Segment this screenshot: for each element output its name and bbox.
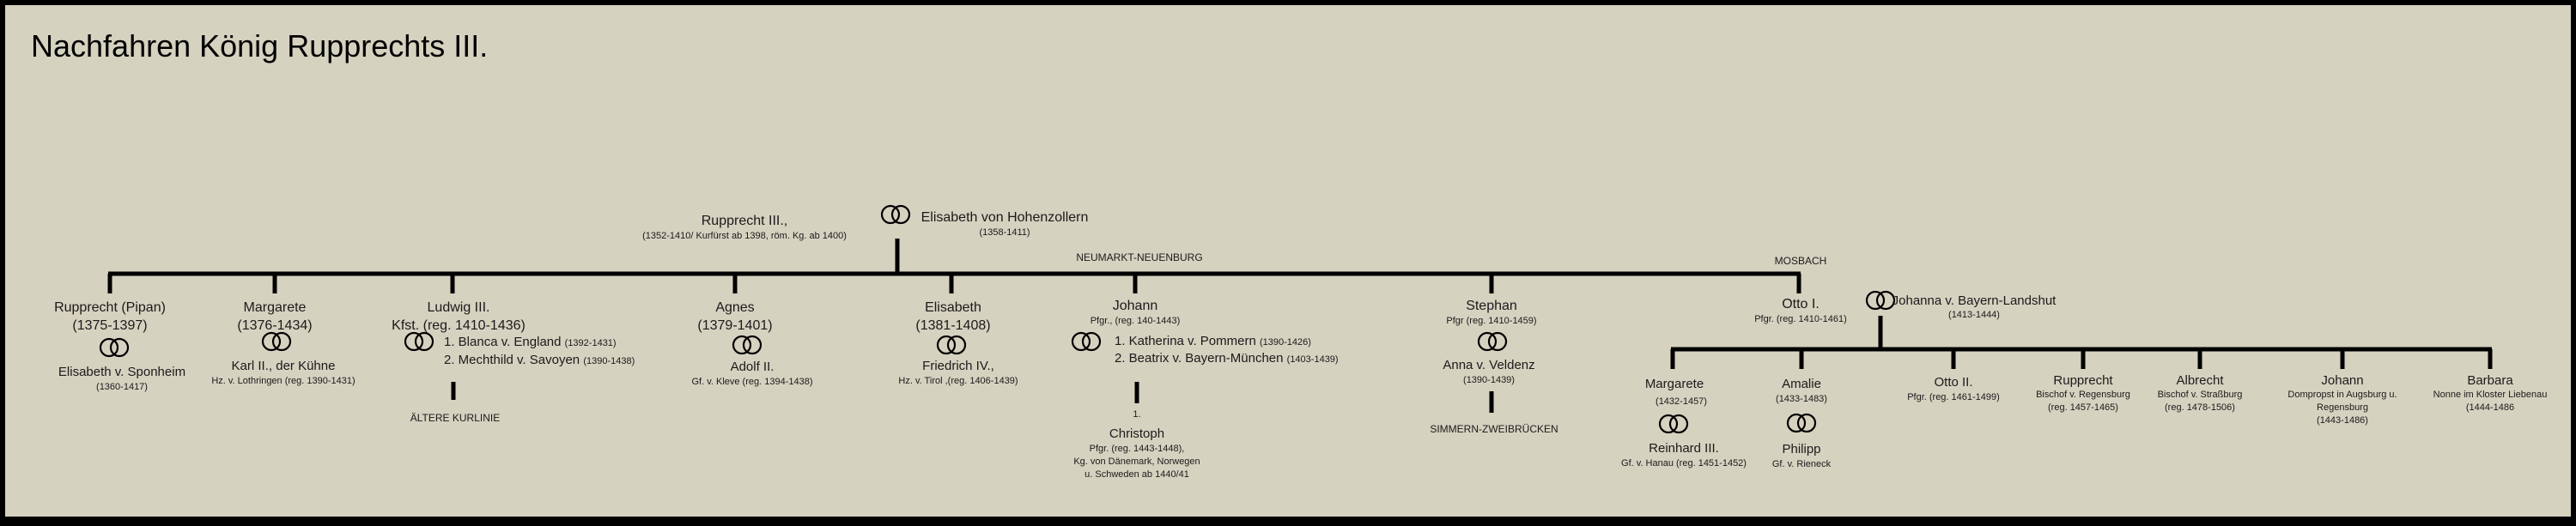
line-label-simmern-zweibruecken: SIMMERN-ZWEIBRÜCKEN <box>1430 423 1558 435</box>
spouse-detail: Hz. v. Tirol ,(reg. 1406-1439) <box>898 376 1018 386</box>
child-name: Ludwig III. <box>427 300 490 315</box>
spouse-1-name: 1. Blanca v. England <box>444 335 562 349</box>
spouse-name: Adolf II. <box>730 360 775 374</box>
diagram-title: Nachfahren König Rupprechts III. <box>31 28 489 63</box>
chart-background <box>5 5 2571 517</box>
grandchild-detail: (1432-1457) <box>1656 396 1707 407</box>
grandchild-name: Margarete <box>1644 377 1704 391</box>
child-dates: Pfgr. (reg. 1410-1461) <box>1754 314 1847 324</box>
grandchild-detail: (reg. 1457-1465) <box>2048 402 2118 413</box>
spouse-name: Karl II., der Kühne <box>231 359 336 373</box>
child-dates: (1375-1397) <box>72 318 148 333</box>
spouse-1-dates: (1390-1426) <box>1259 337 1311 348</box>
child-dates: Kfst. (reg. 1410-1436) <box>392 318 526 333</box>
spouse-2-name: 2. Beatrix v. Bayern-München <box>1115 351 1284 366</box>
grandchild-detail: Kg. von Dänemark, Norwegen <box>1073 456 1200 467</box>
spouse-name: Elisabeth v. Sponheim <box>58 365 186 379</box>
root-spouse-name: Elisabeth von Hohenzollern <box>920 210 1089 225</box>
child-name: Agnes <box>715 300 755 315</box>
child-name: Otto I. <box>1782 297 1820 311</box>
grandchild-name: Johann <box>2321 373 2364 388</box>
spouse-name: Philipp <box>1782 442 1821 456</box>
grandchild-name: Otto II. <box>1934 375 1973 390</box>
spouse-detail: Gf. v. Kleve (reg. 1394-1438) <box>691 377 813 387</box>
spouse-detail: (1390-1439) <box>1463 375 1515 385</box>
grandchild-name: Amalie <box>1782 377 1821 391</box>
grandchild-name: Albrecht <box>2176 373 2224 388</box>
child-name: Elisabeth <box>925 300 981 315</box>
grandchild-name: Barbara <box>2467 373 2513 388</box>
child-marker: 1. <box>1133 409 1141 420</box>
spouse-2-dates: (1390-1438) <box>583 356 635 366</box>
child-name: Rupprecht (Pipan) <box>54 300 166 315</box>
spouse-detail: (1413-1444) <box>1948 310 2000 320</box>
spouse-name: Anna v. Veldenz <box>1443 358 1535 372</box>
grandchild-detail: Bischof v. Straßburg <box>2157 390 2243 400</box>
root-spouse-detail: (1358-1411) <box>979 227 1030 238</box>
spouse-detail: Gf. v. Hanau (reg. 1451-1452) <box>1621 458 1747 469</box>
grandchild-detail: Pfgr. (reg. 1461-1499) <box>1907 392 2000 402</box>
spouse-detail: Gf. v. Rieneck <box>1771 459 1832 469</box>
spouse-name: Johanna v. Bayern-Landshut <box>1892 293 2057 308</box>
spouse-1-dates: (1392-1431) <box>564 338 617 348</box>
spouse-1-name: 1. Katherina v. Pommern <box>1115 334 1256 348</box>
grandchild-name: Rupprecht <box>2053 373 2113 388</box>
child-dates: (1381-1408) <box>915 318 991 333</box>
grandchild-detail: Pfgr. (reg. 1443-1448), <box>1089 444 1185 454</box>
grandchild-detail: (reg. 1478-1506) <box>2165 402 2235 413</box>
child-dates: (1376-1434) <box>237 318 313 333</box>
root-detail: (1352-1410/ Kurfürst ab 1398, röm. Kg. ab 1400) <box>642 231 847 241</box>
child-name: Johann <box>1112 299 1158 313</box>
spouse-2-dates: (1403-1439) <box>1286 354 1339 365</box>
branch-label-mosbach: MOSBACH <box>1774 255 1827 267</box>
grandchild-detail: Regensburg <box>2317 402 2368 413</box>
root-name: Rupprecht III., <box>701 214 788 228</box>
child-name: Margarete <box>243 300 307 315</box>
spouse-name: Friedrich IV., <box>922 359 994 373</box>
child-dates: Pfgr., (reg. 140-1443) <box>1090 316 1181 326</box>
child-dates: (1379-1401) <box>697 318 773 333</box>
grandchild-detail: (1444-1486 <box>2465 402 2515 413</box>
child-name: Stephan <box>1466 299 1517 313</box>
spouse-detail: (1360-1417) <box>96 382 148 392</box>
grandchild-detail: Nonne im Kloster Liebenau <box>2433 390 2548 400</box>
grandchild-name: Christoph <box>1109 426 1165 441</box>
line-label-aeltere-kurlinie: ÄLTERE KURLINIE <box>410 412 501 424</box>
spouse-name: Reinhard III. <box>1649 441 1719 456</box>
grandchild-detail: (1433-1483) <box>1776 394 1827 404</box>
child-dates: Pfgr (reg. 1410-1459) <box>1446 316 1537 326</box>
grandchild-detail: Bischof v. Regensburg <box>2036 390 2130 400</box>
grandchild-detail: u. Schweden ab 1440/41 <box>1084 469 1189 480</box>
grandchild-detail: (1443-1486) <box>2317 415 2368 426</box>
grandchild-detail: Dompropst in Augsburg u. <box>2287 390 2397 400</box>
spouse-detail: Hz. v. Lothringen (reg. 1390-1431) <box>211 376 355 386</box>
spouse-2-name: 2. Mechthild v. Savoyen <box>444 353 580 367</box>
branch-label-neumarkt: NEUMARKT-NEUENBURG <box>1076 251 1203 263</box>
